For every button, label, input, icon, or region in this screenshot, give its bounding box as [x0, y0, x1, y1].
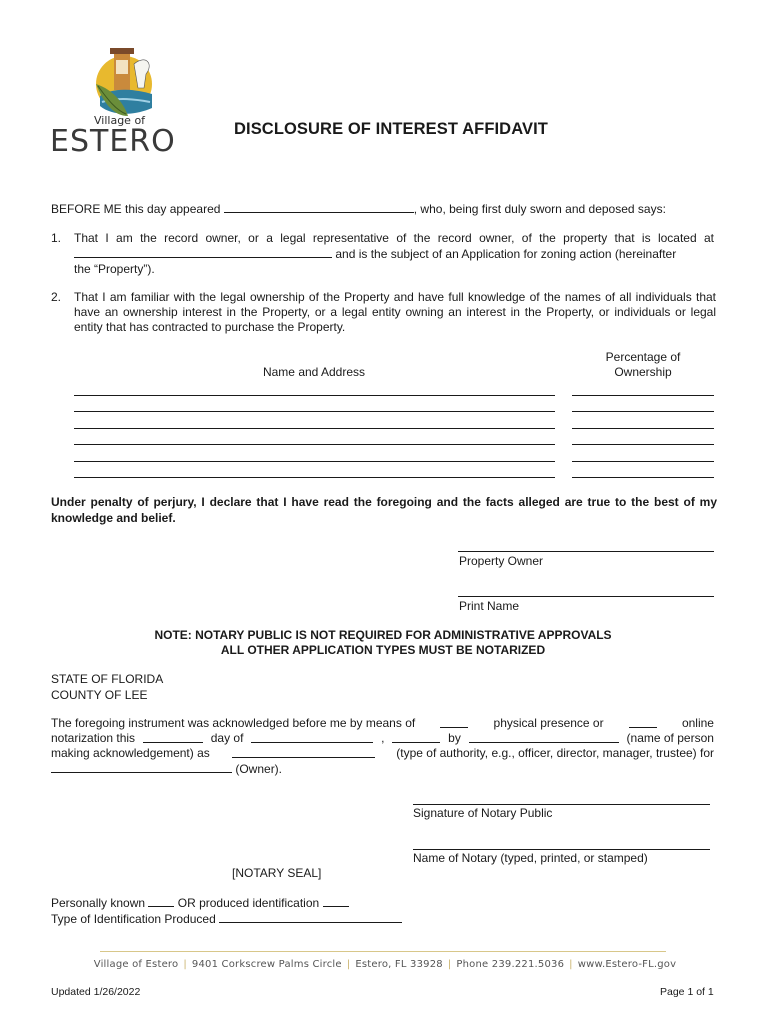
personally-known-line	[51, 895, 349, 911]
footer-address: Village of Estero | 9401 Corkscrew Palms Circle | Estero, FL 33928 | Phone 239.221.5036 | www.Estero-FL.gov	[93, 959, 677, 970]
property-owner-label: Property Owner	[459, 554, 544, 568]
produced-id-label: OR produced identification	[177, 896, 320, 910]
item-1-line2	[74, 246, 714, 262]
ack-l2e: (name of person	[626, 731, 714, 745]
logo-estero-text: ESTERO	[50, 124, 176, 159]
owner-name-line-3[interactable]	[74, 428, 555, 429]
logo-village-text: Village of	[94, 114, 146, 127]
ack-line-1	[51, 716, 714, 731]
col-name-address: Name and Address	[262, 365, 366, 379]
item-1-line2-text: and is the subject of an Application for zoning action (hereinafter	[335, 247, 677, 261]
footer-org: Village of Estero	[93, 959, 179, 970]
footer-city: Estero, FL 33928	[355, 959, 443, 970]
ack-l2b: day of	[210, 731, 244, 745]
notary-note-line1: NOTE: NOTARY PUBLIC IS NOT REQUIRED FOR ADMINISTRATIVE APPROVALS	[154, 628, 612, 642]
footer-divider	[100, 951, 666, 952]
personally-known-blank[interactable]	[148, 895, 174, 907]
estero-emblem-icon	[94, 44, 158, 118]
intro-before: BEFORE ME this day appeared	[51, 202, 221, 216]
notary-name-label: Name of Notary (typed, printed, or stamped)	[413, 851, 648, 865]
online-notarization-blank[interactable]	[629, 716, 657, 728]
owner-pct-line-5[interactable]	[572, 461, 714, 462]
footer-street: 9401 Corkscrew Palms Circle	[191, 959, 342, 970]
item-1-line1: That I am the record owner, or a legal representative of the record owner, of the property that is located at	[74, 231, 714, 245]
year-blank[interactable]	[392, 731, 440, 743]
ack-l3a: making acknowledgement) as	[51, 746, 210, 760]
intro-after: , who, being first duly sworn and deposed says:	[413, 202, 666, 216]
person-name-blank[interactable]	[469, 731, 619, 743]
ack-line-3	[51, 746, 714, 761]
physical-presence-blank[interactable]	[440, 716, 468, 728]
id-type-blank[interactable]	[219, 911, 402, 923]
authority-blank[interactable]	[232, 746, 375, 758]
notary-signature-line[interactable]	[413, 804, 710, 805]
owner-pct-line-2[interactable]	[572, 411, 714, 412]
print-name-label: Print Name	[459, 599, 520, 613]
property-location-blank[interactable]	[74, 246, 332, 258]
personally-known-label: Personally known	[51, 896, 146, 910]
col-percentage-line2: Ownership	[614, 365, 672, 379]
item-1-text	[74, 231, 714, 277]
notary-name-line[interactable]	[413, 849, 710, 850]
ack-l2a: notarization this	[51, 731, 136, 745]
id-type-line	[51, 911, 402, 927]
owner-pct-line-1[interactable]	[572, 395, 714, 396]
property-owner-signature-line[interactable]	[458, 551, 714, 552]
updated-date: Updated 1/26/2022	[51, 986, 141, 998]
page-number: Page 1 of 1	[660, 986, 714, 998]
col-percentage	[572, 350, 714, 380]
owner-name-line-6[interactable]	[74, 477, 555, 478]
ack-l3b: (type of authority, e.g., officer, director, manager, trustee) for	[396, 746, 714, 760]
ack-l4: (Owner).	[235, 762, 283, 776]
month-blank[interactable]	[251, 731, 373, 743]
state: STATE OF FLORIDA	[51, 672, 164, 686]
owner-blank[interactable]	[51, 761, 232, 773]
notary-signature-label: Signature of Notary Public	[413, 806, 553, 820]
item-2-text: That I am familiar with the legal ownership of the Property and have full knowledge of the names of all individuals that have an ownership interest in the Property, or a legal entity owning an interest in the Property, or individuals or legal entity that has contracted to purchase the Property.	[74, 290, 716, 334]
appeared-name-blank[interactable]	[224, 201, 414, 213]
owner-name-line-1[interactable]	[74, 395, 555, 396]
notary-acknowledgement	[51, 716, 714, 777]
ack-l2d: by	[448, 731, 461, 745]
item-1-line3: the “Property”).	[74, 262, 155, 276]
intro-line	[51, 201, 717, 217]
perjury-statement: Under penalty of perjury, I declare that I have read the foregoing and the facts alleged are true to the best of my knowledge and belief.	[51, 495, 717, 525]
ack-l1a: The foregoing instrument was acknowledged before me by means of	[51, 716, 416, 730]
owner-name-line-4[interactable]	[74, 444, 555, 445]
item-1-number: 1.	[51, 231, 62, 245]
ack-l1c: online	[681, 716, 714, 730]
print-name-line[interactable]	[458, 596, 714, 597]
owner-pct-line-3[interactable]	[572, 428, 714, 429]
owner-pct-line-4[interactable]	[572, 444, 714, 445]
notary-note	[40, 628, 726, 658]
item-2-number: 2.	[51, 290, 62, 304]
ack-l1b: physical presence or	[493, 716, 604, 730]
id-type-label: Type of Identification Produced	[51, 912, 216, 926]
county: COUNTY OF LEE	[51, 688, 148, 702]
notary-note-line2: ALL OTHER APPLICATION TYPES MUST BE NOTARIZED	[220, 643, 546, 657]
ack-line-4	[51, 761, 714, 777]
col-percentage-line1: Percentage of	[605, 350, 681, 364]
document-title: DISCLOSURE OF INTEREST AFFIDAVIT	[234, 120, 548, 138]
village-logo	[50, 44, 180, 166]
day-blank[interactable]	[143, 731, 203, 743]
footer-website[interactable]: www.Estero-FL.gov	[577, 959, 677, 970]
produced-id-blank[interactable]	[323, 895, 349, 907]
owner-pct-line-6[interactable]	[572, 477, 714, 478]
ack-l2c: ,	[381, 731, 385, 745]
owner-name-line-5[interactable]	[74, 461, 555, 462]
owner-name-line-2[interactable]	[74, 411, 555, 412]
notary-seal: [NOTARY SEAL]	[232, 866, 322, 880]
footer-phone: Phone 239.221.5036	[456, 959, 565, 970]
ack-line-2	[51, 731, 714, 746]
